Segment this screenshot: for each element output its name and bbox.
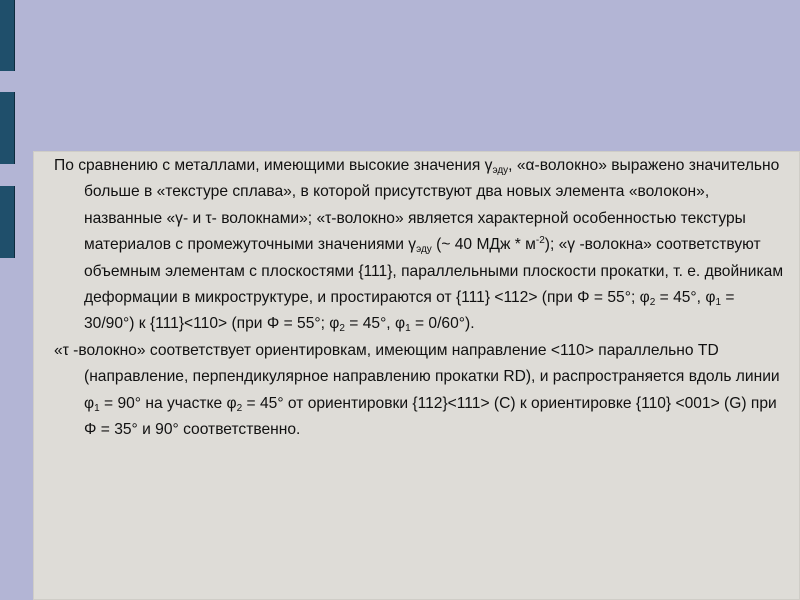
p1-text-1: По сравнению с металлами, имеющими высокие значения γ	[54, 157, 493, 174]
p1-sub-c: 2	[339, 323, 345, 335]
p1-text-6: = 30/90°) к {111}<110> (при Φ = 55°; φ	[84, 289, 735, 333]
paragraph-1	[54, 153, 784, 338]
p2-text-1: «τ -волокно» соответствует ориентировкам, имеющим направление <110> параллельно TD (направление, перпендикулярное направлению прокатки RD), и распространяется вдоль линии φ	[54, 341, 780, 412]
p1-sub-a: 2	[649, 297, 656, 309]
decor-bar-top	[0, 0, 15, 71]
paragraph-2	[54, 338, 784, 444]
p2-text-2: = 90° на участке φ	[99, 394, 237, 412]
p1-sub-d: 1	[405, 323, 411, 335]
p1-text-5: = 45°, φ	[655, 289, 716, 307]
slide-text	[54, 153, 784, 443]
decor-bar-bottom	[0, 186, 15, 258]
p1-sub-edu-2: эду	[416, 244, 432, 256]
p2-text-3: = 45° от ориентировки {112}<111> (C) к ориентировке {110} <001> (G) при Φ = 35° и 90° соответственно.	[84, 394, 777, 439]
p1-text-4: ); «γ -волокна» соответствуют объемным элементам с плоскостями {111}, параллельными плоскости прокатки, т. е. двойникам деформации в микроструктуре, и простираются от {111} <112> (при Φ = 55°; φ	[84, 236, 784, 307]
p2-sub-a: 1	[94, 402, 100, 414]
p1-text-7: = 45°, φ	[344, 315, 406, 333]
p1-text-8: = 0/60°).	[410, 315, 475, 333]
p1-text-3: (~ 40 МДж * м	[431, 236, 536, 254]
p1-sup-m2: -2	[535, 235, 545, 247]
decor-bar-middle	[0, 92, 15, 164]
p1-sub-b: 1	[715, 297, 721, 309]
p1-text-2: , «α-волокно» выражено значительно больше в «текстуре сплава», в которой присутствуют два новых элемента «волокон», названные «γ- и τ- волокнами»; «τ-волокно» является характерной особенностью текстуры материалов с промежуточными значениями γ	[84, 157, 780, 254]
p2-sub-b: 2	[236, 402, 243, 414]
p1-sub-edu-1: эду	[492, 165, 509, 176]
